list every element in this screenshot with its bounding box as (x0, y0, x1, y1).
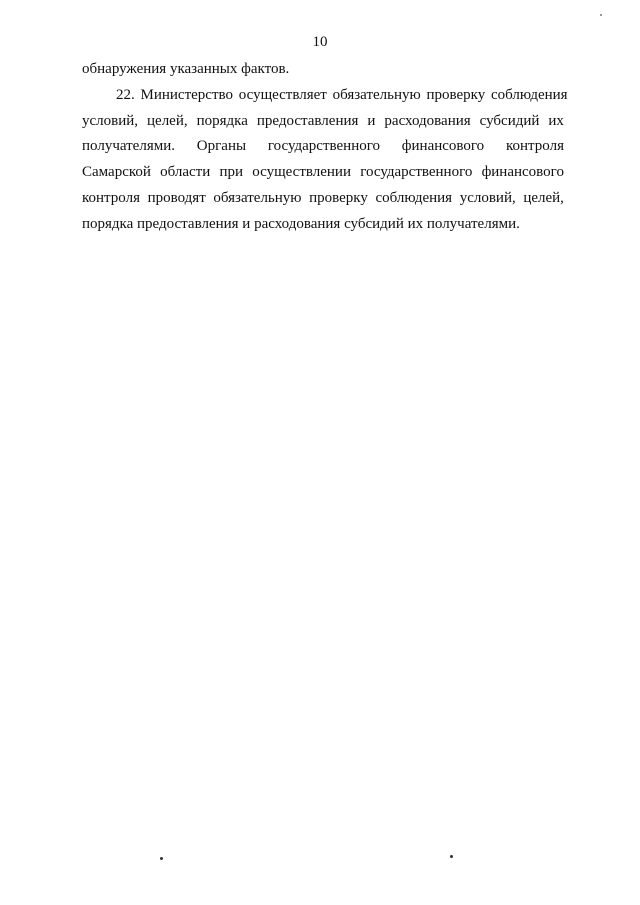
word: условий, (82, 112, 139, 129)
word: области (160, 164, 211, 181)
word: финансового (401, 138, 485, 155)
word: проводят (147, 189, 206, 206)
word: соблюдения (375, 189, 453, 206)
word: контроля (82, 189, 140, 206)
scan-dot (600, 14, 602, 16)
paragraph-22-line-1: 22. Министерство осуществляет обязательную проверку соблюдения (116, 86, 568, 103)
word: условий, (459, 189, 516, 206)
word: финансового (481, 164, 564, 181)
word: порядка (196, 112, 248, 129)
word: и (367, 112, 376, 129)
word: проверку (309, 189, 368, 206)
body-text (82, 57, 568, 238)
text-line-continuation: обнаружения указанных фактов. (82, 61, 290, 77)
word: Органы (196, 138, 247, 155)
scan-dot (160, 857, 163, 860)
paragraph-22-line-6: порядка предоставления и расходования субсидий их получателями. (82, 215, 520, 232)
word: субсидий (479, 112, 540, 129)
word: государственного (267, 138, 380, 155)
word: обязательную (213, 189, 302, 206)
word: осуществлении (252, 164, 351, 181)
word: целей, (147, 112, 188, 129)
word: контроля (505, 138, 564, 155)
paragraph-22-line-3 (82, 134, 564, 160)
word: их (548, 112, 564, 129)
paragraph-22-line-4 (82, 160, 564, 186)
page-number: 10 (312, 34, 328, 50)
paragraph-22-line-5 (82, 186, 564, 212)
paragraph-22-line-2 (82, 109, 564, 135)
word: при (219, 164, 244, 181)
word: государственного (360, 164, 473, 181)
scan-dot (450, 855, 453, 858)
word: предоставления (256, 112, 359, 129)
word: получателями. (82, 138, 175, 155)
word: расходования (384, 112, 471, 129)
word: Самарской (82, 164, 151, 181)
word: целей, (523, 189, 564, 206)
